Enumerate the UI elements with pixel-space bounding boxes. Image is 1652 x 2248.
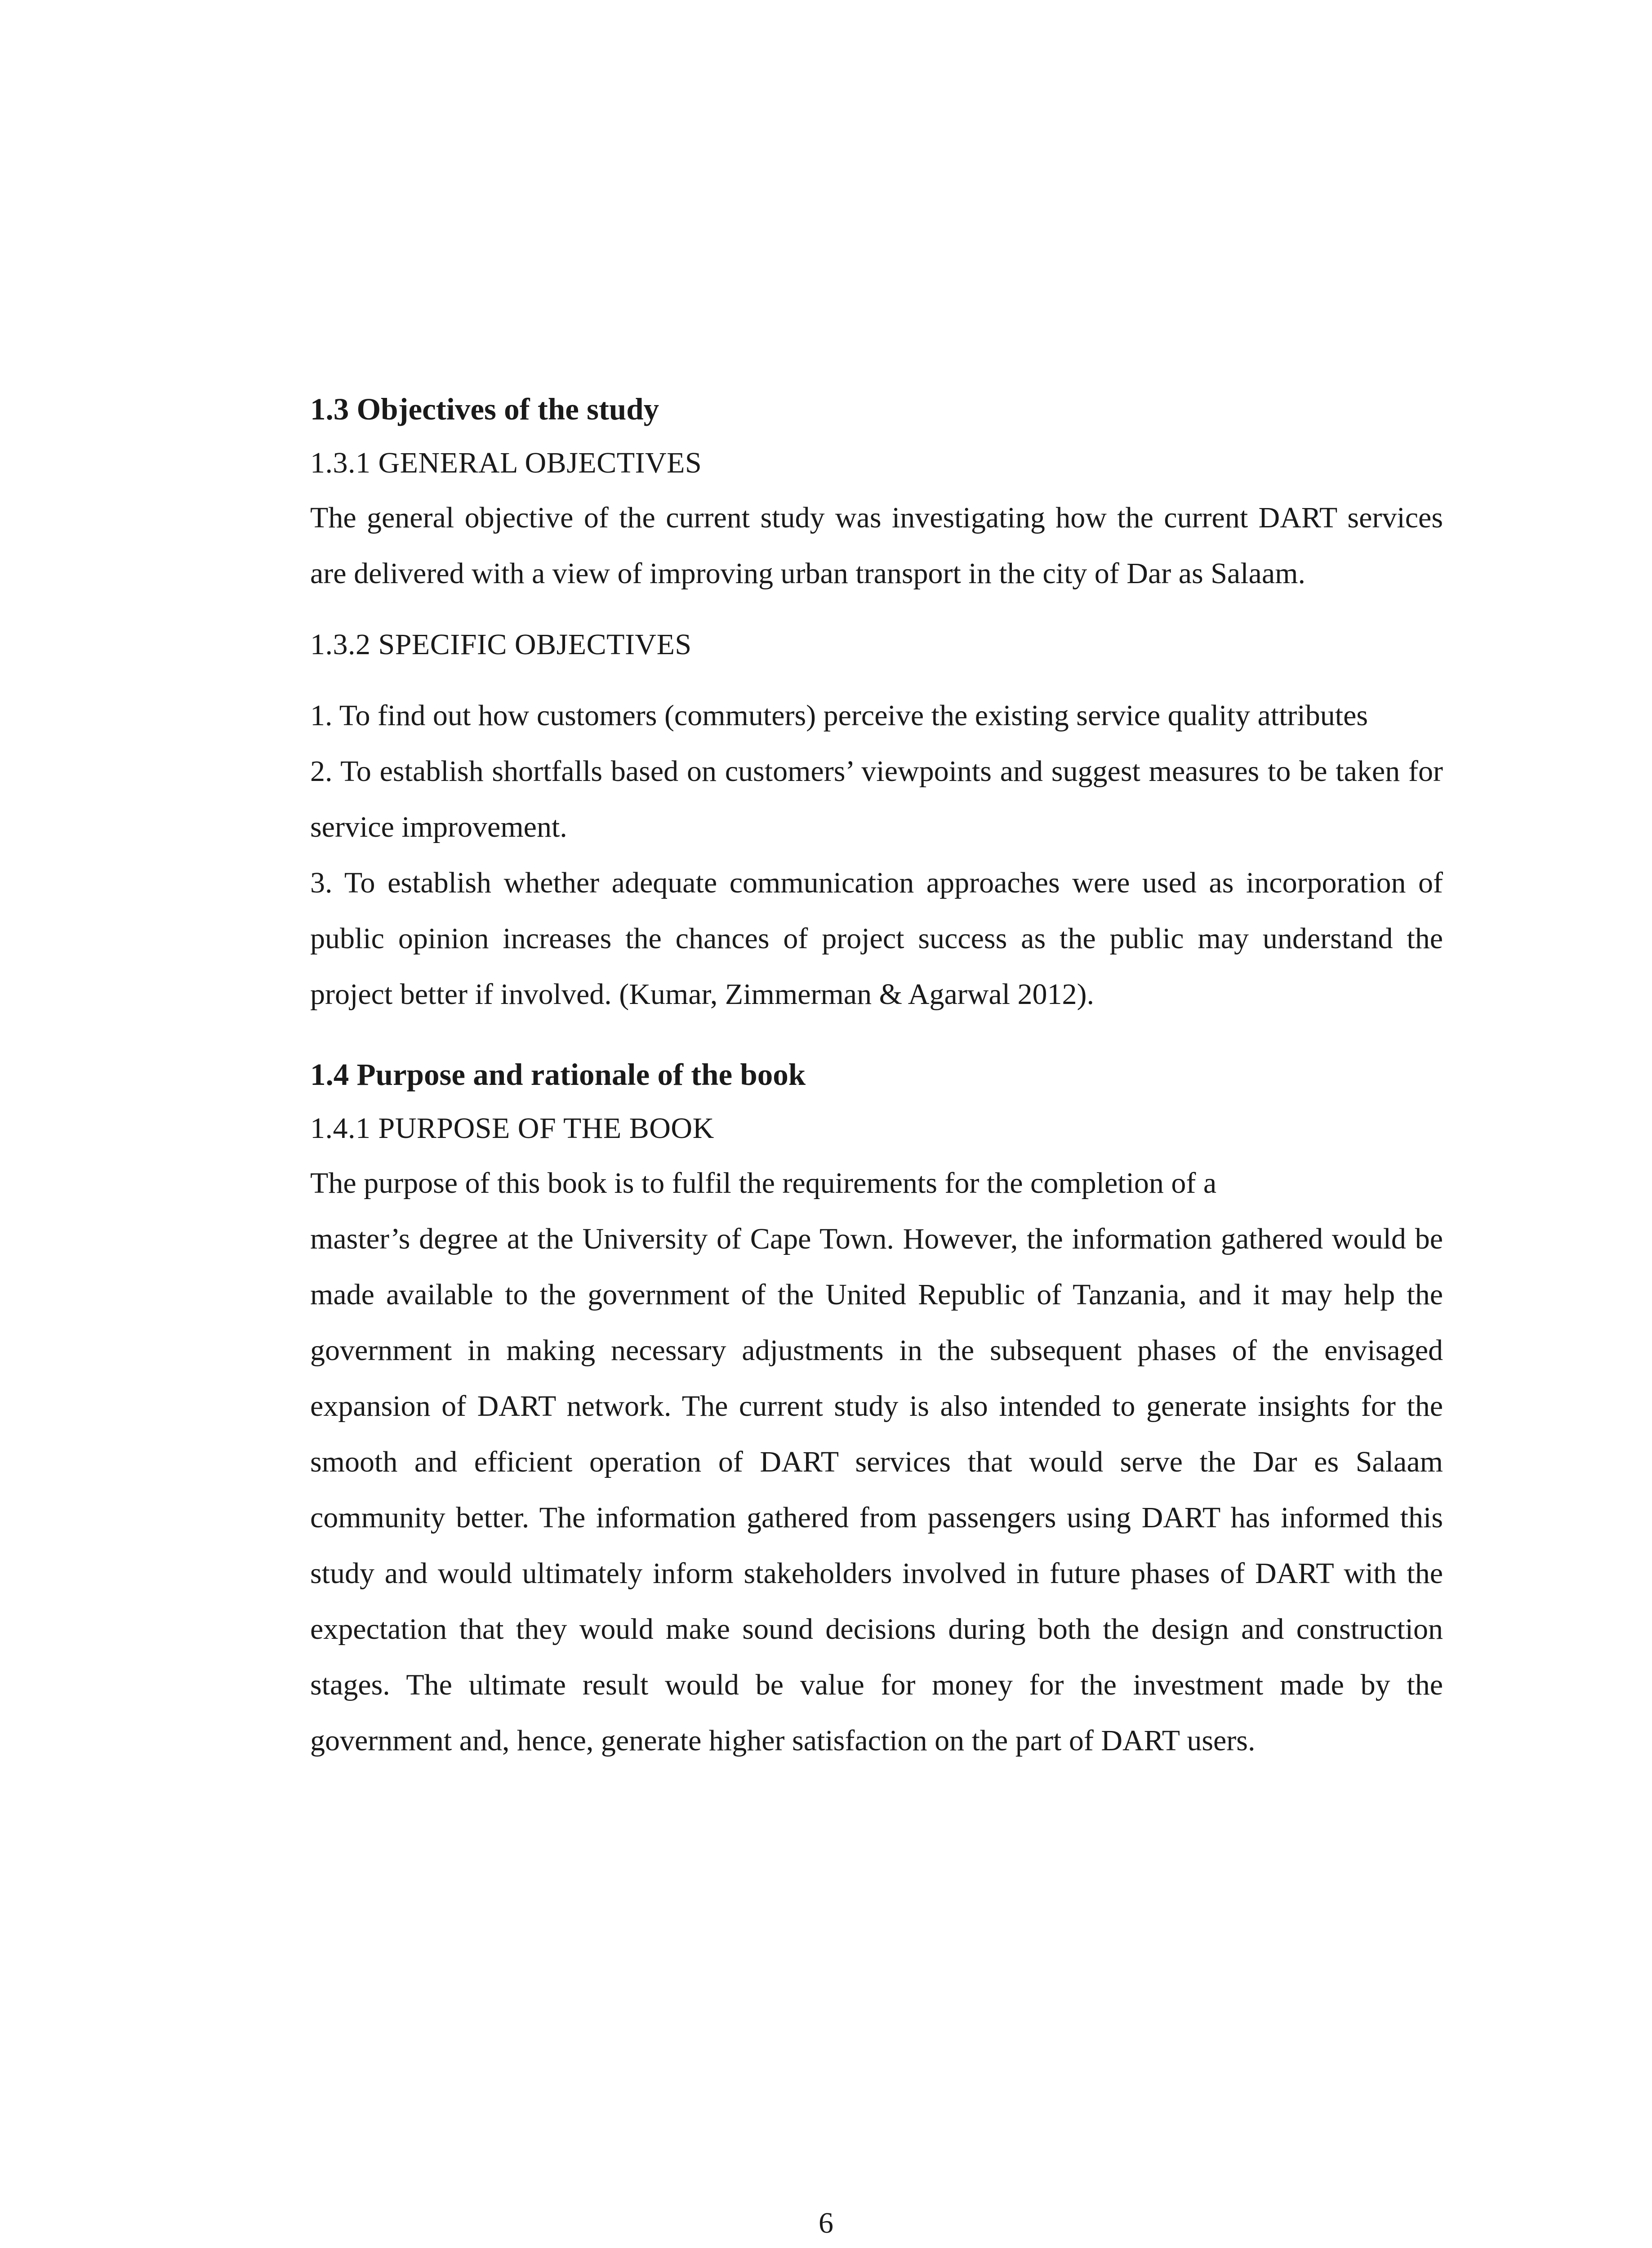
specific-objective-1: 1. To find out how customers (commuters) perceive the existing service quality attributes: [310, 699, 1368, 732]
specific-objective-2: 2. To establish shortfalls based on customers’ viewpoints and suggest measures to be taken for service improvement.: [310, 755, 1443, 843]
subheading-specific-objectives: 1.3.2 SPECIFIC OBJECTIVES: [310, 628, 692, 661]
page-content: [310, 382, 1443, 1769]
section-heading-objectives: 1.3 Objectives of the study: [310, 392, 659, 426]
specific-objective-3: 3. To establish whether adequate communication approaches were used as incorporation of public opinion increases the chances of project success as the public may understand the project better if involved. (Kumar, Zimmerman & Agarwal 2012).: [310, 866, 1443, 1011]
purpose-text-first-line: The purpose of this book is to fulfil the requirements for the completion of a: [310, 1167, 1217, 1200]
spacer: [310, 672, 1443, 688]
section-heading-purpose: 1.4 Purpose and rationale of the book: [310, 1057, 806, 1092]
subheading-general-objectives: 1.3.1 GENERAL OBJECTIVES: [310, 446, 702, 479]
purpose-text: master’s degree at the University of Cape Town. However, the information gathered would be made available to the government of the United Republic of Tanzania, and it may help the government in making necessary adjustments in the subsequent phases of the envisaged expansion of DART network. The current study is also intended to generate insights for the smooth and efficient operation of DART services that would serve the Dar es Salaam community better. The information gathered from passengers using DART has informed this study and would ultimately inform stakeholders involved in future phases of DART with the expectation that they would make sound decisions during both the design and construction stages. The ultimate result would be value for money for the investment made by the government and, hence, generate higher satisfaction on the part of DART users.: [310, 1222, 1443, 1757]
subheading-purpose-of-book: 1.4.1 PURPOSE OF THE BOOK: [310, 1112, 714, 1145]
spacer: [310, 1022, 1443, 1048]
general-objectives-text: The general objective of the current study was investigating how the current DART services are delivered with a view of improving urban transport in the city of Dar as Salaam.: [310, 501, 1443, 590]
page-number: 6: [819, 2207, 833, 2239]
spacer: [310, 602, 1443, 618]
